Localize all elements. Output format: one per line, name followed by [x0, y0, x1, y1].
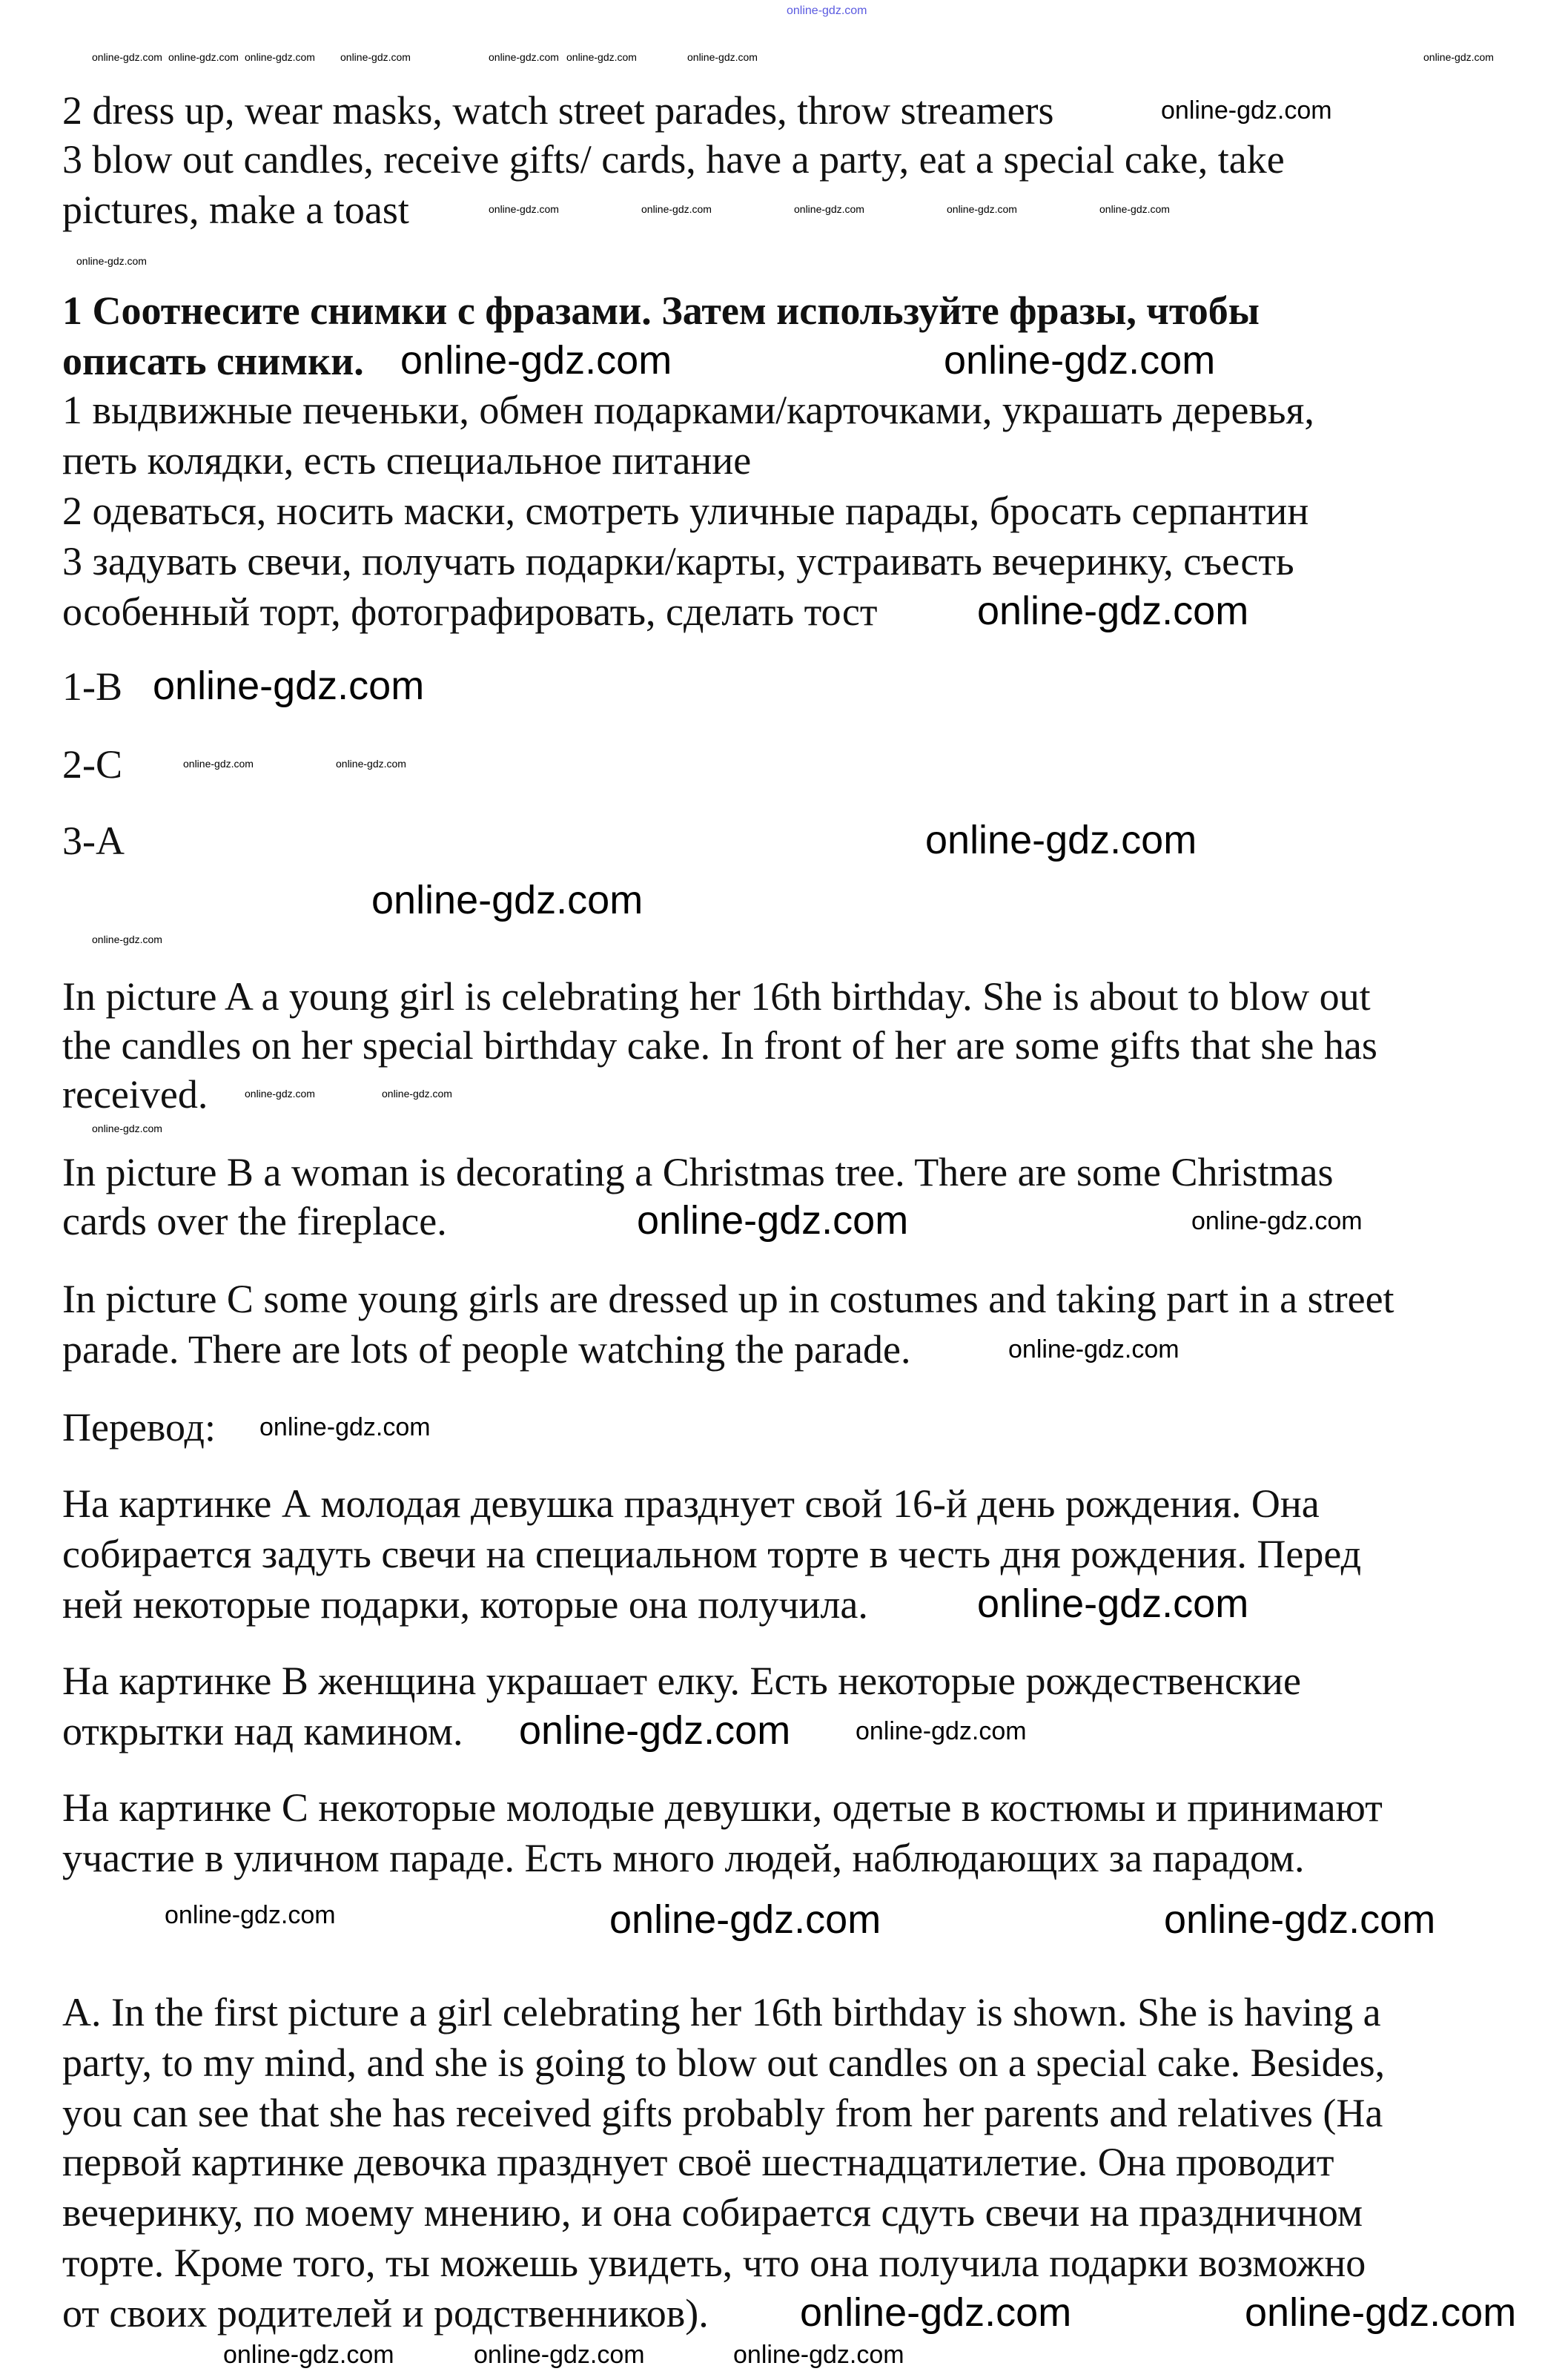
watermark: online-gdz.com	[371, 878, 643, 922]
watermark: online-gdz.com	[925, 818, 1197, 862]
text-line: cards over the fireplace.	[62, 1199, 447, 1243]
text-line: 2-С	[62, 742, 122, 787]
text-line: In picture B a woman is decorating a Christmas tree. There are some Christmas	[62, 1150, 1334, 1194]
watermark: online-gdz.com	[947, 203, 1017, 215]
text-line: In picture A a young girl is celebrating her 16th birthday. She is about to blow out	[62, 974, 1371, 1019]
watermark: online-gdz.com	[340, 51, 411, 63]
text-line: петь колядки, есть специальное питание	[62, 438, 752, 483]
watermark: online-gdz.com	[259, 1413, 431, 1441]
text-line: 3 blow out candles, receive gifts/ cards, have a party, eat a special cake, take	[62, 137, 1285, 182]
watermark: online-gdz.com	[641, 203, 712, 215]
watermark: online-gdz.com	[76, 255, 147, 267]
watermark: online-gdz.com	[1191, 1207, 1363, 1235]
text-line: ней некоторые подарки, которые она получила.	[62, 1582, 868, 1627]
watermark: online-gdz.com	[223, 2341, 394, 2369]
text-line: party, to my mind, and she is going to blow out candles on a special cake. Besides,	[62, 2040, 1386, 2085]
text-line: вечеринку, по моему мнению, и она собирается сдуть свечи на праздничном	[62, 2190, 1363, 2235]
watermark: online-gdz.com	[165, 1901, 336, 1929]
watermark: online-gdz.com	[336, 758, 406, 770]
watermark: online-gdz.com	[489, 51, 559, 63]
watermark: online-gdz.com	[733, 2341, 904, 2369]
task-heading-line: описать снимки.	[62, 339, 364, 383]
watermark: online-gdz.com	[1164, 1897, 1436, 1942]
watermark: online-gdz.com	[92, 933, 162, 945]
text-line: участие в уличном параде. Есть много людей, наблюдающих за парадом.	[62, 1836, 1305, 1880]
watermark: online-gdz.com	[489, 203, 559, 215]
watermark: online-gdz.com	[1161, 96, 1332, 125]
watermark: online-gdz.com	[92, 51, 162, 63]
task-heading-line: 1 Соотнесите снимки с фразами. Затем используйте фразы, чтобы	[62, 288, 1260, 333]
text-line: parade. There are lots of people watching the parade.	[62, 1327, 911, 1372]
text-line: you can see that she has received gifts probably from her parents and relatives (На	[62, 2091, 1383, 2135]
watermark: online-gdz.com	[474, 2341, 645, 2369]
text-line: особенный торт, фотографировать, сделать тост	[62, 589, 878, 634]
watermark: online-gdz.com	[1423, 51, 1494, 63]
watermark: online-gdz.com	[400, 338, 672, 383]
watermark: online-gdz.com	[687, 51, 758, 63]
text-line: 3 задувать свечи, получать подарки/карты, устраивать вечеринку, съесть	[62, 539, 1294, 584]
watermark: online-gdz.com	[1099, 203, 1170, 215]
text-line: от своих родителей и родственников).	[62, 2291, 709, 2336]
text-line: received.	[62, 1072, 208, 1117]
watermark: online-gdz.com	[944, 338, 1216, 383]
watermark: online-gdz.com	[856, 1717, 1027, 1745]
text-line: 2 dress up, wear masks, watch street parades, throw streamers	[62, 88, 1054, 133]
text-line: In picture C some young girls are dressed up in costumes and taking part in a street	[62, 1277, 1394, 1321]
text-line: На картинке С некоторые молодые девушки, одетые в костюмы и принимают	[62, 1785, 1383, 1830]
watermark: online-gdz.com	[168, 51, 239, 63]
text-line: собирается задуть свечи на специальном торте в честь дня рождения. Перед	[62, 1532, 1362, 1576]
watermark: online-gdz.com	[245, 1088, 315, 1100]
text-line: 1 выдвижные печеньки, обмен подарками/карточками, украшать деревья,	[62, 388, 1314, 432]
watermark: online-gdz.com	[519, 1708, 791, 1753]
text-line: pictures, make a toast	[62, 188, 409, 232]
watermark: online-gdz.com	[794, 203, 864, 215]
watermark: online-gdz.com	[637, 1198, 909, 1243]
watermark: online-gdz.com	[92, 1123, 162, 1134]
watermark: online-gdz.com	[977, 589, 1249, 633]
watermark: online-gdz.com	[787, 4, 867, 17]
watermark: online-gdz.com	[1008, 1335, 1179, 1363]
text-line: 1-В	[62, 664, 122, 709]
text-line: открытки над камином.	[62, 1709, 463, 1753]
text-line: торте. Кроме того, ты можешь увидеть, что она получила подарки возможно	[62, 2241, 1366, 2285]
text-line: the candles on her special birthday cake. In front of her are some gifts that she has	[62, 1023, 1377, 1068]
text-line: На картинке В женщина украшает елку. Есть некоторые рождественские	[62, 1659, 1301, 1703]
watermark: online-gdz.com	[1245, 2290, 1517, 2335]
text-line: Перевод:	[62, 1405, 216, 1450]
watermark: online-gdz.com	[153, 664, 425, 708]
watermark: online-gdz.com	[245, 51, 315, 63]
text-line: На картинке А молодая девушка празднует свой 16-й день рождения. Она	[62, 1481, 1320, 1526]
text-line: A. In the first picture a girl celebrating her 16th birthday is shown. She is having a	[62, 1990, 1381, 2034]
text-line: 3-А	[62, 819, 125, 863]
watermark: online-gdz.com	[183, 758, 254, 770]
text-line: первой картинке девочка празднует своё шестнадцатилетие. Она проводит	[62, 2140, 1334, 2184]
watermark: online-gdz.com	[800, 2290, 1072, 2335]
watermark: online-gdz.com	[609, 1897, 881, 1942]
watermark: online-gdz.com	[977, 1581, 1249, 1626]
watermark: online-gdz.com	[382, 1088, 452, 1100]
watermark: online-gdz.com	[566, 51, 637, 63]
text-line: 2 одеваться, носить маски, смотреть уличные парады, бросать серпантин	[62, 489, 1309, 533]
